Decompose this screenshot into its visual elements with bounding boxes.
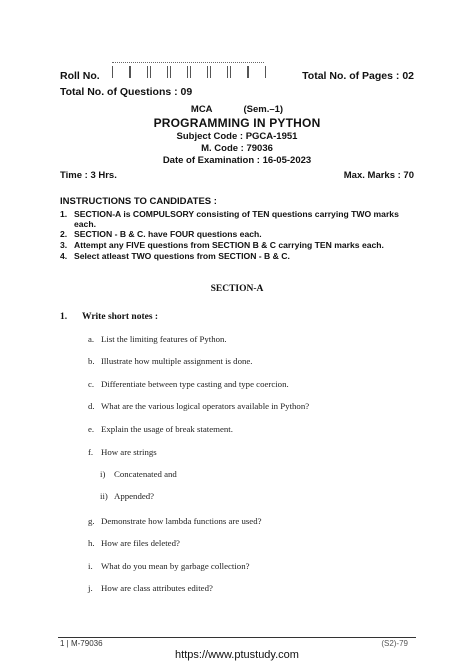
course-title: PROGRAMMING IN PYTHON bbox=[153, 116, 321, 130]
question-part: g. Demonstrate how lambda functions are used? bbox=[88, 516, 262, 526]
footer-right-code: (S2)-79 bbox=[381, 639, 408, 648]
site-watermark: https://www.ptustudy.com bbox=[175, 649, 299, 661]
section-a-title: SECTION-A bbox=[210, 284, 264, 294]
exam-date: Date of Examination : 16-05-2023 bbox=[162, 155, 312, 166]
m-code: M. Code : 79036 bbox=[201, 143, 273, 154]
instructions-heading: INSTRUCTIONS TO CANDIDATES : bbox=[60, 196, 217, 207]
question-part: e. Explain the usage of break statement. bbox=[88, 424, 233, 434]
question-part: f. How are strings bbox=[88, 447, 157, 457]
question-text: Write short notes : bbox=[82, 312, 159, 322]
exam-time: Time : 3 Hrs. bbox=[60, 170, 117, 181]
roll-box bbox=[150, 66, 168, 78]
question-number: 1. bbox=[60, 312, 68, 322]
semester: (Sem.–1) bbox=[243, 104, 284, 115]
roll-box bbox=[130, 66, 148, 78]
instruction-item: 3. Attempt any FIVE questions from SECTION B & C carrying TEN marks each. bbox=[60, 240, 384, 250]
roll-box bbox=[230, 66, 248, 78]
max-marks: Max. Marks : 70 bbox=[343, 170, 414, 181]
question-part: b. Illustrate how multiple assignment is done. bbox=[88, 356, 253, 366]
roll-no-boxes bbox=[112, 66, 264, 78]
question-part: d. What are the various logical operators available in Python? bbox=[88, 401, 310, 411]
question-part: j. How are class attributes edited? bbox=[88, 583, 213, 593]
question-part: i. What do you mean by garbage collection? bbox=[88, 561, 250, 571]
roll-box bbox=[210, 66, 228, 78]
question-subpart: i) Concatenated and bbox=[100, 469, 177, 479]
total-pages: Total No. of Pages : 02 bbox=[302, 70, 414, 82]
question-subpart: ii) Appended? bbox=[100, 491, 155, 501]
question-part: a. List the limiting features of Python. bbox=[88, 334, 227, 344]
roll-box bbox=[170, 66, 188, 78]
question-part: c. Differentiate between type casting and type coercion. bbox=[88, 379, 289, 389]
footer-page-code: 1 | M-79036 bbox=[60, 639, 103, 648]
program-line bbox=[0, 104, 474, 115]
roll-no-label: Roll No. bbox=[60, 70, 100, 82]
total-questions: Total No. of Questions : 09 bbox=[60, 86, 193, 98]
roll-box bbox=[190, 66, 208, 78]
subject-code: Subject Code : PGCA-1951 bbox=[176, 131, 298, 142]
instruction-item: 2. SECTION - B & C. have FOUR questions each. bbox=[60, 229, 262, 239]
roll-box bbox=[248, 66, 266, 78]
instruction-item: 1. SECTION-A is COMPULSORY consisting of TEN questions carrying TWO marks each. bbox=[60, 209, 399, 229]
footer-divider bbox=[58, 637, 416, 638]
roll-box bbox=[112, 66, 130, 78]
question-part: h. How are files deleted? bbox=[88, 538, 180, 548]
question-1 bbox=[60, 312, 158, 322]
program: MCA bbox=[190, 104, 213, 115]
instruction-item: 4. Select atleast TWO questions from SECTION - B & C. bbox=[60, 251, 290, 261]
